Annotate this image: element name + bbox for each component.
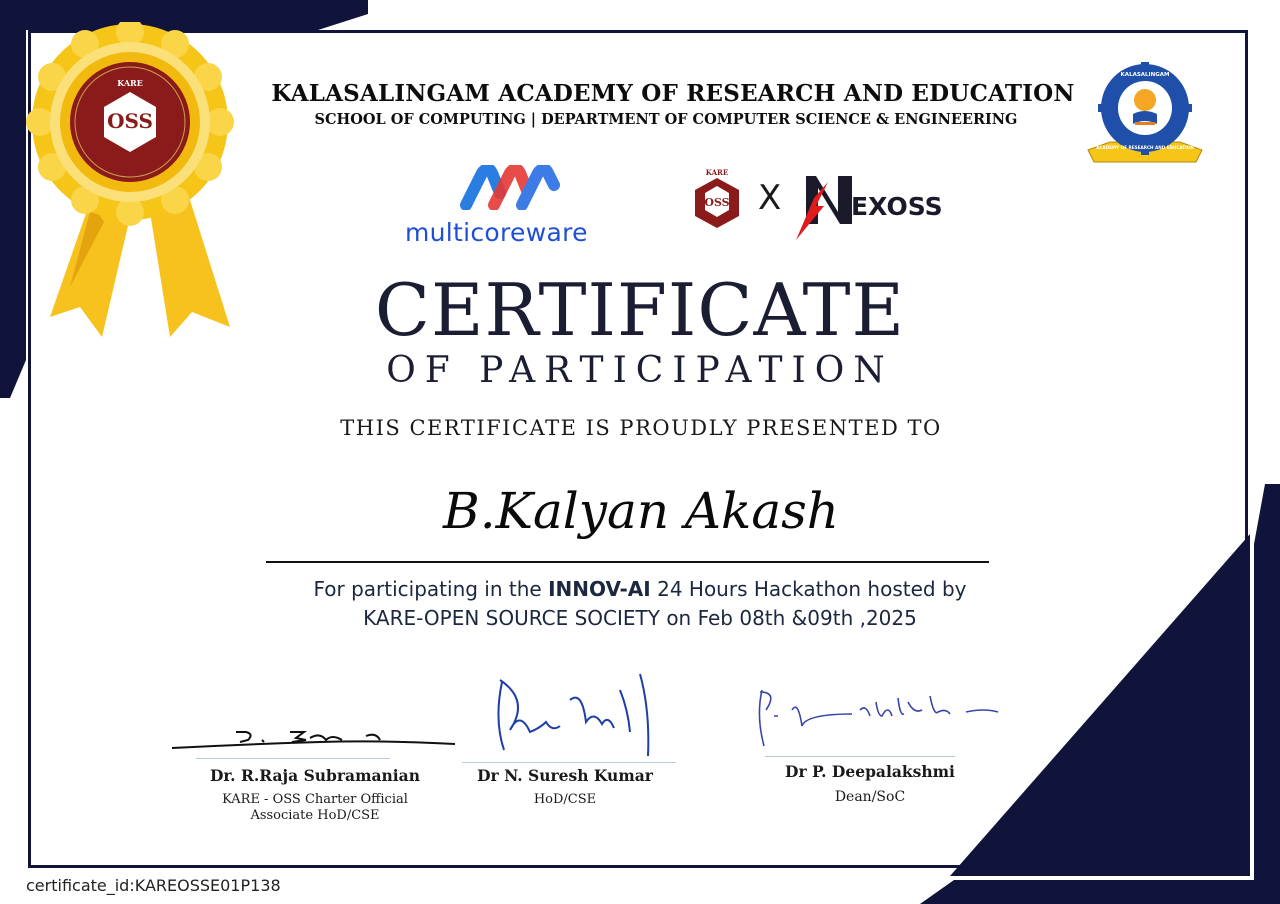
recipient-name: B.Kalyan Akash xyxy=(442,482,840,540)
svg-text:KARE: KARE xyxy=(117,78,143,88)
nexoss-logo-icon xyxy=(792,172,854,240)
description-suffix: 24 Hours Hackathon hosted by KARE-OPEN SOURCE SOCIETY on Feb 08th &09th ,2025 xyxy=(363,577,967,630)
nexoss-wordmark: EXOSS xyxy=(851,192,943,221)
certificate-title: CERTIFICATE xyxy=(374,268,906,352)
signature-1-line xyxy=(196,758,390,759)
recipient-underline xyxy=(266,561,989,563)
signature-2-scribble xyxy=(490,670,660,760)
oss-badge-label: KARE xyxy=(705,168,729,177)
signatory-1-name: Dr. R.Raja Subramanian xyxy=(209,766,420,785)
signature-3-line xyxy=(765,756,955,757)
certificate-subtitle: OF PARTICIPATION xyxy=(386,350,894,391)
presented-to-line: THIS CERTIFICATE IS PROUDLY PRESENTED TO xyxy=(340,416,942,440)
signatory-2-role: HoD/CSE xyxy=(533,792,597,807)
svg-text:OSS: OSS xyxy=(107,109,153,133)
signatory-3-name: Dr P. Deepalakshmi xyxy=(785,762,955,781)
award-ribbon-badge xyxy=(20,22,250,337)
signature-1-scribble xyxy=(170,718,460,760)
seal-text-top: KALASALINGAM xyxy=(1120,72,1170,78)
institution-department: SCHOOL OF COMPUTING | DEPARTMENT OF COMPUTER SCIENCE & ENGINEERING xyxy=(314,111,1018,128)
kare-oss-badge-icon xyxy=(693,168,741,230)
signature-3-scribble xyxy=(752,686,1002,748)
event-name: INNOV-AI xyxy=(548,577,651,601)
signatory-1-role-line2: Associate HoD/CSE xyxy=(250,808,380,823)
collaboration-separator: X xyxy=(758,178,782,218)
signatory-3-role: Dean/SoC xyxy=(834,789,906,805)
certificate-id: certificate_id:KAREOSSE01P138 xyxy=(26,876,281,895)
signature-2-line xyxy=(462,762,676,763)
multicoreware-wordmark: multicoreware xyxy=(405,218,588,247)
svg-text:OSS: OSS xyxy=(704,196,730,209)
signatory-1-role-line1: KARE - OSS Charter Official xyxy=(222,792,408,807)
institution-name: KALASALINGAM ACADEMY OF RESEARCH AND EDUCATION xyxy=(271,80,1075,107)
signatory-1-role xyxy=(185,792,445,824)
participation-description xyxy=(290,575,990,633)
description-prefix: For participating in the xyxy=(313,577,549,601)
multicoreware-logo-icon xyxy=(460,165,560,210)
seal-text-bottom: ACADEMY OF RESEARCH AND EDUCATION xyxy=(1096,145,1194,150)
kalasalingam-seal-logo xyxy=(1080,62,1210,172)
signatory-2-name: Dr N. Suresh Kumar xyxy=(477,766,653,785)
